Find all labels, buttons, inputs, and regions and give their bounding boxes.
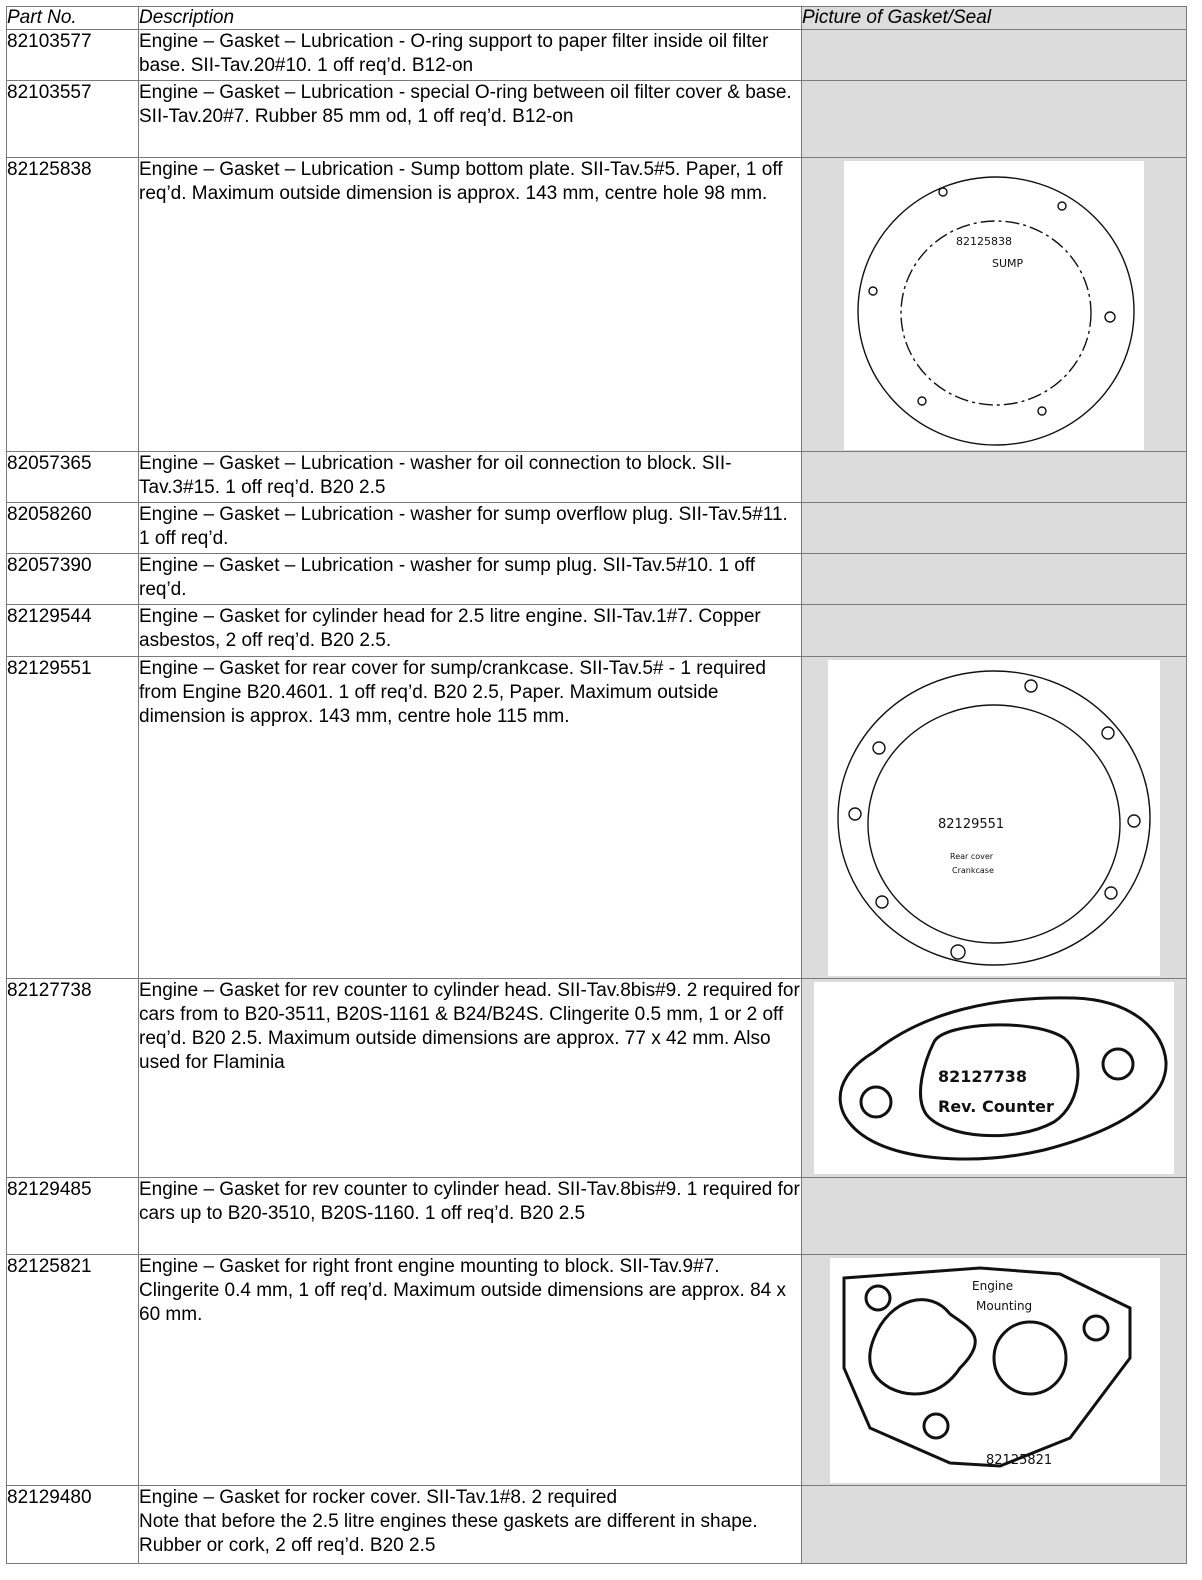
engine-mounting-gasket-sketch-icon [830, 1258, 1160, 1483]
part-description: Engine – Gasket – Lubrication - Sump bottom plate. SII-Tav.5#5. Paper, 1 off req’d. Maximum outside dimension is approx. 143 mm, centre hole 98 mm. [139, 158, 802, 452]
picture-cell-empty [802, 605, 1187, 657]
table-row [7, 1255, 1187, 1486]
engine-mounting-gasket-picture [830, 1258, 1160, 1483]
rev-counter-gasket-picture [814, 982, 1174, 1174]
part-number: 82129551 [7, 657, 139, 979]
picture-cell [802, 657, 1187, 979]
header-part-no: Part No. [7, 7, 139, 30]
table-row [7, 1486, 1187, 1564]
engine-mounting-label-line1: Engine [972, 1279, 1014, 1293]
table-row [7, 657, 1187, 979]
description-note: Note that before the 2.5 litre engines these gaskets are different in shape. Rubber or cork, 2 off req’d. B20 2.5 [139, 1511, 758, 1556]
picture-cell-empty [802, 1486, 1187, 1564]
part-description: Engine – Gasket for rev counter to cylinder head. SII-Tav.8bis#9. 2 required for cars from to B20-3511, B20S-1161 & B24/B24S. Clingerite 0.5 mm, 1 or 2 off req’d. B20 2.5. Maximum outside dimensions are approx. 77 x 42 mm. Also used for Flaminia [139, 979, 802, 1178]
picture-cell [802, 979, 1187, 1178]
description-line: Engine – Gasket for rocker cover. SII-Tav.1#8. 2 required [139, 1487, 618, 1508]
engine-mounting-label-number: 82125821 [986, 1453, 1053, 1468]
part-number: 82129544 [7, 605, 139, 657]
rev-counter-label-number: 82127738 [938, 1067, 1028, 1086]
table-row [7, 158, 1187, 452]
part-number: 82057390 [7, 554, 139, 605]
picture-cell-empty [802, 1178, 1187, 1255]
table-row [7, 81, 1187, 158]
part-number: 82125838 [7, 158, 139, 452]
rear-cover-gasket-picture [828, 660, 1160, 976]
picture-cell [802, 158, 1187, 452]
picture-cell [802, 1255, 1187, 1486]
part-number: 82103577 [7, 30, 139, 81]
picture-cell-empty [802, 503, 1187, 554]
part-description: Engine – Gasket – Lubrication - washer for sump overflow plug. SII-Tav.5#11. 1 off req’d. [139, 503, 802, 554]
rear-cover-label-sub: Crankcase [952, 866, 994, 875]
header-row [7, 7, 1187, 30]
sump-label-number: 82125838 [956, 235, 1012, 248]
picture-cell-empty [802, 452, 1187, 503]
table-row [7, 452, 1187, 503]
part-description: Engine – Gasket for rear cover for sump/crankcase. SII-Tav.5# - 1 required from Engine B20.4601. 1 off req’d. B20 2.5, Paper. Maximum outside dimension is approx. 143 mm, centre hole 115 mm. [139, 657, 802, 979]
rear-cover-label-name: Rear cover [950, 852, 994, 861]
part-description: Engine – Gasket – Lubrication - washer for sump plug. SII-Tav.5#10. 1 off req’d. [139, 554, 802, 605]
picture-cell-empty [802, 554, 1187, 605]
part-number: 82127738 [7, 979, 139, 1178]
part-number: 82129480 [7, 1486, 139, 1564]
rev-counter-label-name: Rev. Counter [938, 1097, 1054, 1116]
part-description: Engine – Gasket for right front engine mounting to block. SII-Tav.9#7. Clingerite 0.4 mm, 1 off req’d. Maximum outside dimensions are approx. 84 x 60 mm. [139, 1255, 802, 1486]
part-number: 82125821 [7, 1255, 139, 1486]
sump-label-name: SUMP [992, 257, 1024, 270]
part-description [139, 1486, 802, 1564]
table-row [7, 1178, 1187, 1255]
part-description: Engine – Gasket – Lubrication - washer for oil connection to block. SII-Tav.3#15. 1 off req’d. B20 2.5 [139, 452, 802, 503]
table-row [7, 554, 1187, 605]
part-number: 82129485 [7, 1178, 139, 1255]
rear-cover-gasket-sketch-icon [828, 660, 1160, 976]
rear-cover-label-number: 82129551 [938, 817, 1005, 832]
sump-gasket-picture [844, 161, 1144, 450]
part-number: 82058260 [7, 503, 139, 554]
picture-cell-empty [802, 81, 1187, 158]
part-number: 82103557 [7, 81, 139, 158]
part-number: 82057365 [7, 452, 139, 503]
part-description: Engine – Gasket for cylinder head for 2.5 litre engine. SII-Tav.1#7. Copper asbestos, 2 off req’d. B20 2.5. [139, 605, 802, 657]
sump-gasket-sketch-icon [844, 161, 1144, 450]
rev-counter-gasket-sketch-icon [814, 982, 1174, 1174]
table-row [7, 605, 1187, 657]
parts-table [6, 6, 1187, 1564]
part-description: Engine – Gasket – Lubrication - special O-ring between oil filter cover & base. SII-Tav.20#7. Rubber 85 mm od, 1 off req’d. B12-on [139, 81, 802, 158]
header-description: Description [139, 7, 802, 30]
engine-mounting-label-line2: Mounting [976, 1299, 1033, 1313]
header-picture: Picture of Gasket/Seal [802, 7, 1187, 30]
part-description: Engine – Gasket for rev counter to cylinder head. SII-Tav.8bis#9. 1 required for cars up to B20-3510, B20S-1160. 1 off req’d. B20 2.5 [139, 1178, 802, 1255]
table-row [7, 503, 1187, 554]
part-description: Engine – Gasket – Lubrication - O-ring support to paper filter inside oil filter base. SII-Tav.20#10. 1 off req’d. B12-on [139, 30, 802, 81]
table-row [7, 30, 1187, 81]
picture-cell-empty [802, 30, 1187, 81]
table-row [7, 979, 1187, 1178]
